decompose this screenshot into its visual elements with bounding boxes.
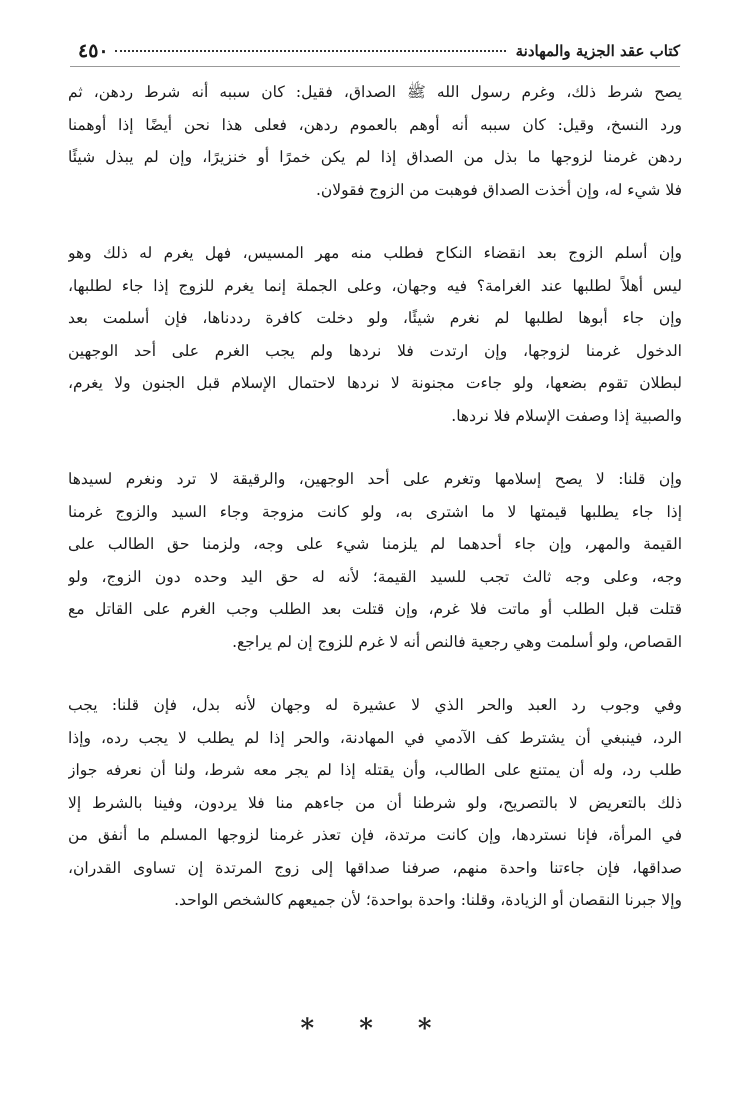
page-header: [70, 38, 680, 64]
text-line: وجه، وعلى وجه ثالث تجب للسيد القيمة؛ لأنه له حق اليد وحده دون الزوج، ولو: [68, 567, 682, 586]
text-line: ردهن غرمنا لزوجها ما بذل من الصداق إذا لم يكن خمرًا أو خنزيرًا، وإن لم يبذل شيئًا: [68, 148, 682, 166]
text-line: ليس أهلاً لطلبها عند الغرامة؟ فيه وجهان، وعلى الجملة إنما يغرم للزوج إذا جاء لطلبها،: [68, 276, 682, 295]
section-separator: * * *: [300, 1014, 450, 1044]
text-line: الرد، فينبغي أن يشترط كف الآدمي في المهادنة، والحر إذا لم يطلب لا يجب رده، وإذا: [68, 728, 682, 747]
text-line: لبطلان تقوم بضعها، ولو جاءت مجنونة لا نردها لاحتمال الإسلام قبل الجنون ولا يغرم،: [68, 374, 682, 392]
text-line: في المرأة، فإنا نستردها، وإن كانت مرتدة، فإن تعذر غرمنا لزوجها المسلم ما أنفق من: [68, 826, 682, 844]
body-text: [68, 76, 682, 917]
text-line: والصبية إذا وصفت الإسلام فلا نردها.: [451, 406, 682, 425]
paragraph-3: [68, 463, 682, 658]
text-line: إذا جاء يطلبها قيمتها لا ما اشترى به، ولو كانت مزوجة وجاء السيد والزوج غرمنا: [68, 502, 682, 521]
text-line: ذلك بالتعريض لا بالتصريح، ولو شرطنا أن من جاءهم منا فلا يردون، وفينا بالشرط إلا: [68, 793, 682, 812]
text-line: قتلت قبل الطلب أو ماتت فلا غرم، وإن قتلت بعد الطلب وجب الغرم على القاتل مع: [68, 600, 682, 618]
text-line: صداقها، فإن جاءتنا واحدة منهم، صرفنا صداقها إلى زوج المرتدة إن تساوى القدران،: [68, 858, 682, 877]
text-line: وفي وجوب رد العبد والحر الذي لا عشيرة له وجهان لأنه بدل، فإن قلنا: يجب: [68, 696, 682, 714]
text-line: وإن أسلم الزوج بعد انقضاء النكاح فطلب منه مهر المسيس، فهل يغرم له ذلك وهو: [68, 244, 682, 262]
text-line: القصاص، ولو أسلمت وهي رجعية فالنص أنه لا غرم للزوج إن لم يراجع.: [232, 632, 682, 651]
text-line: ورد النسخ، وقيل: كان سببه أنه أوهم بالعموم ردهن، فعلى هذا نحن أيضًا إذا أوهمنا: [68, 115, 682, 134]
header-rule: [70, 66, 680, 67]
text-line: وإن قلنا: لا يصح إسلامها وتغرم على أحد الوجهين، والرقيقة لا ترد ونغرم لسيدها: [68, 470, 682, 488]
text-line: الدخول غرمنا لزوجها، وإن ارتدت فلا نردها ولم يجب الغرم على أحد الوجهين: [68, 341, 682, 360]
paragraph-4: [68, 689, 682, 917]
text-line: وإن جاء أبوها لطلبها لم نغرم شيئًا، ولو دخلت كافرة رددناها، فإن أسلمت بعد: [68, 309, 682, 327]
page-number: ٤٥٠: [78, 40, 109, 62]
paragraph-2: [68, 237, 682, 432]
text-line: وإلا جبرنا النقصان أو الزيادة، وقلنا: واحدة بواحدة؛ لأن جميعهم كالشخص الواحد.: [174, 891, 682, 909]
text-line: القيمة والمهر، وإن جاء أحدهما لم يلزمنا شيء على وجه، ولزمنا حق الطالب على: [68, 535, 682, 553]
paragraph-1: [68, 76, 682, 206]
text-line: طلب رد، وله أن يمتنع على الطالب، وأن يقتله إذا لم يجر معه شرط، ولنا أن نعرفه جواز: [68, 761, 682, 779]
text-line: فلا شيء له، وإن أخذت الصداق فوهبت من الزوج فقولان.: [315, 180, 682, 199]
running-title: كتاب عقد الجزية والمهادنة: [515, 42, 680, 60]
text-line: يصح شرط ذلك، وغرم رسول الله ﷺ الصداق، فقيل: كان سببه أنه شرط ردهن، ثم: [68, 83, 682, 101]
header-dotted-leader: [115, 50, 506, 52]
